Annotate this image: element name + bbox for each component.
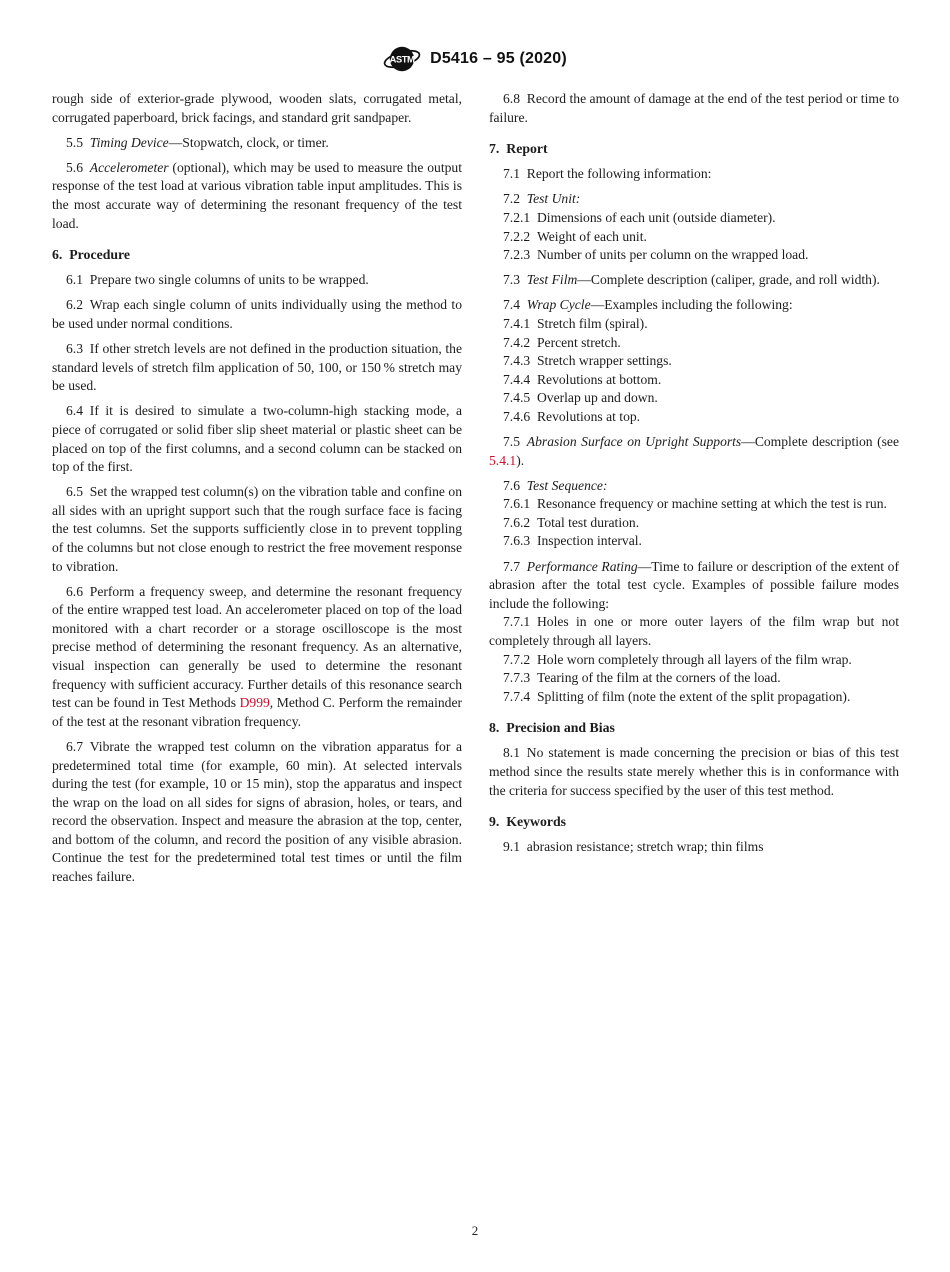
text-run: —Stopwatch, clock, or timer. (168, 134, 329, 150)
text-run: 6.6 Perform a frequency sweep, and determine the resonant frequency of the entire wrapped test load. An accelerometer placed on top of the load monitored with a chart recorder or a storage oscilloscope is the most precise method of determining the resonant frequency. As an alternative, visual inspection can generally be used to determine the resonant frequency with sufficient accuracy. Further details of this resonance search test can be found in Test Methods (52, 583, 462, 711)
text-run: 7.2.2 Weight of each unit. (503, 228, 647, 244)
text-run: 7.7.3 Tearing of the film at the corners of the load. (503, 670, 781, 686)
text-run: 6.8 Record the amount of damage at the end of the test period or time to failure. (489, 91, 899, 125)
text-run: 7.3 (503, 272, 527, 288)
paragraph (489, 744, 899, 800)
text-run: Performance Rating (526, 558, 638, 574)
text-run: 7.4.2 Percent stretch. (503, 334, 621, 350)
paragraph (52, 134, 462, 153)
paragraph (52, 483, 462, 576)
text-run: —Complete description (see (741, 434, 899, 449)
text-run: 7.4.6 Revolutions at top. (503, 408, 641, 424)
paragraph (52, 583, 462, 732)
text-run: Timing Device (89, 134, 169, 150)
text-run: —Examples including the following: (590, 297, 793, 313)
text-run: 9. Keywords (489, 814, 567, 830)
column-right (489, 90, 899, 887)
text-run: 7.7.4 Splitting of film (note the extent of the split propagation). (503, 688, 851, 704)
text-run: 6.2 Wrap each single column of units individually using the method to be used under normal conditions. (52, 297, 462, 331)
paragraph (489, 613, 899, 650)
text-run: 9.1 abrasion resistance; stretch wrap; thin films (503, 839, 764, 855)
paragraph (489, 90, 899, 127)
paragraph (52, 402, 462, 476)
paragraph (489, 371, 899, 390)
reference-link[interactable]: D999 (239, 695, 270, 711)
section-heading (489, 140, 899, 159)
text-run: rough side of exterior-grade plywood, wooden slats, corrugated metal, corrugated paperboard, brick facings, and standard grit sandpaper. (52, 91, 462, 125)
text-run: 6.4 If it is desired to simulate a two-column-high stacking mode, a piece of corrugated or solid fiber slip sheet material or plastic sheet can be placed on top of the first columns, and a second column can be stacked on top of the first. (52, 403, 462, 475)
text-run: 7.4.3 Stretch wrapper settings. (503, 353, 672, 369)
text-run: 7.6.1 Resonance frequency or machine setting at which the test is run. (503, 496, 887, 512)
paragraph (489, 389, 899, 408)
paragraph (489, 669, 899, 688)
document-header (0, 44, 950, 74)
text-run: Wrap Cycle (526, 297, 591, 313)
text-run: Test Film (526, 272, 578, 288)
text-run: 7.7 (503, 558, 527, 574)
text-run: 7.1 Report the following information: (503, 166, 712, 182)
paragraph (489, 688, 899, 707)
section-heading (489, 813, 899, 832)
paragraph (489, 352, 899, 371)
text-run: 6.1 Prepare two single columns of units to be wrapped. (66, 272, 369, 288)
paragraph (489, 271, 899, 290)
text-run: 5.5 (66, 134, 90, 150)
text-run: 7.6 (503, 477, 527, 493)
paragraph (52, 738, 462, 887)
text-run: 7.5 (503, 434, 527, 449)
column-left (52, 90, 462, 887)
text-run: 6.3 If other stretch levels are not defined in the production situation, the standard levels of stretch film application of 50, 100, or 150 % stretch may be used. (52, 341, 462, 394)
text-run: —Time to failure or description of the extent of abrasion after the total test cycle. Examples of possible failure modes include the following: (489, 558, 900, 611)
text-run: Test Unit: (526, 191, 581, 207)
text-run: 7.4.4 Revolutions at bottom. (503, 371, 662, 387)
paragraph (52, 340, 462, 396)
page-number: 2 (471, 1223, 479, 1238)
text-run: 6.7 Vibrate the wrapped test column on the vibration apparatus for a predetermined total time (for example, 60 min). At selected intervals during the test (for example, 10 or 15 min), stop the apparatus and inspect the wrap on the load on all sides for signs of abrasion, holes, or tears, and record the observation. Inspect and measure the abrasion at the top, center, and bottom of the column, and record the position of any visible abrasion. Continue the test for the predetermined total test times or until the film reaches failure. (52, 738, 462, 885)
paragraph (489, 334, 899, 353)
paragraph (489, 838, 899, 857)
paragraph (489, 433, 899, 470)
text-run: ). (516, 452, 525, 468)
text-run: 8. Precision and Bias (489, 720, 615, 736)
paragraph (489, 296, 899, 315)
document-footer (0, 1223, 950, 1239)
paragraph (489, 165, 899, 184)
text-run: 7.4.1 Stretch film (spiral). (503, 315, 648, 331)
text-run: 7.6.2 Total test duration. (503, 514, 640, 530)
text-run: 7.6.3 Inspection interval. (503, 533, 642, 549)
paragraph (489, 532, 899, 551)
text-run: 7.2.3 Number of units per column on the wrapped load. (503, 247, 809, 263)
text-run: 8.1 No statement is made concerning the precision or bias of this test method since the results state merely whether this is in conformance with the criteria for success specified by the user of this test method. (489, 745, 899, 798)
paragraph (489, 514, 899, 533)
text-run: 7. Report (489, 141, 548, 157)
paragraph (489, 408, 899, 427)
text-run: 7.2.1 Dimensions of each unit (outside diameter). (503, 209, 776, 225)
reference-link[interactable]: 5.4.1 (489, 452, 517, 468)
text-run: 7.4 (503, 297, 527, 313)
paragraph (489, 228, 899, 247)
text-run: (optional), which may be used to measure the output response of the test load at various vibration table input amplitudes. This is the most accurate way of determining the resonant frequency of the test load. (52, 159, 462, 231)
paragraph (489, 558, 899, 614)
text-run: Accelerometer (89, 159, 169, 175)
text-run: 7.2 (503, 191, 527, 207)
paragraph (52, 296, 462, 333)
text-run: 6.5 Set the wrapped test column(s) on the vibration table and confine on all sides with an upright support such that the rough surface face is facing the test columns. Set the supports sufficiently close in to prevent toppling of the columns but not close enough to restrict the free movement response to vibration. (52, 484, 462, 574)
astm-logo (383, 44, 421, 74)
paragraph (489, 651, 899, 670)
paragraph (52, 159, 462, 233)
paragraph (489, 315, 899, 334)
text-run: 7.7.1 Holes in one or more outer layers of the film wrap but not completely through all layers. (489, 614, 899, 648)
text-run: 6. Procedure (52, 247, 131, 263)
paragraph (489, 246, 899, 265)
paragraph (489, 190, 899, 209)
paragraph (52, 90, 462, 127)
text-run: 7.7.2 Hole worn completely through all layers of the film wrap. (503, 651, 852, 667)
paragraph (489, 495, 899, 514)
text-run: Abrasion Surface on Upright Supports (526, 434, 742, 449)
text-run: 7.4.5 Overlap up and down. (503, 390, 658, 406)
text-run: Test Sequence: (526, 477, 608, 493)
section-heading (52, 246, 462, 265)
document-title: D5416 – 95 (2020) (430, 50, 567, 67)
text-run: , Method C. Perform the remainder of the test at the resonant vibration frequency. (52, 695, 462, 729)
document-body (52, 90, 899, 887)
paragraph (489, 209, 899, 228)
astm-logo-text: ASTM (389, 54, 415, 66)
paragraph (489, 477, 899, 496)
section-heading (489, 719, 899, 738)
paragraph (52, 271, 462, 290)
text-run: —Complete description (caliper, grade, and roll width). (577, 272, 880, 288)
text-run: 5.6 (66, 159, 90, 175)
